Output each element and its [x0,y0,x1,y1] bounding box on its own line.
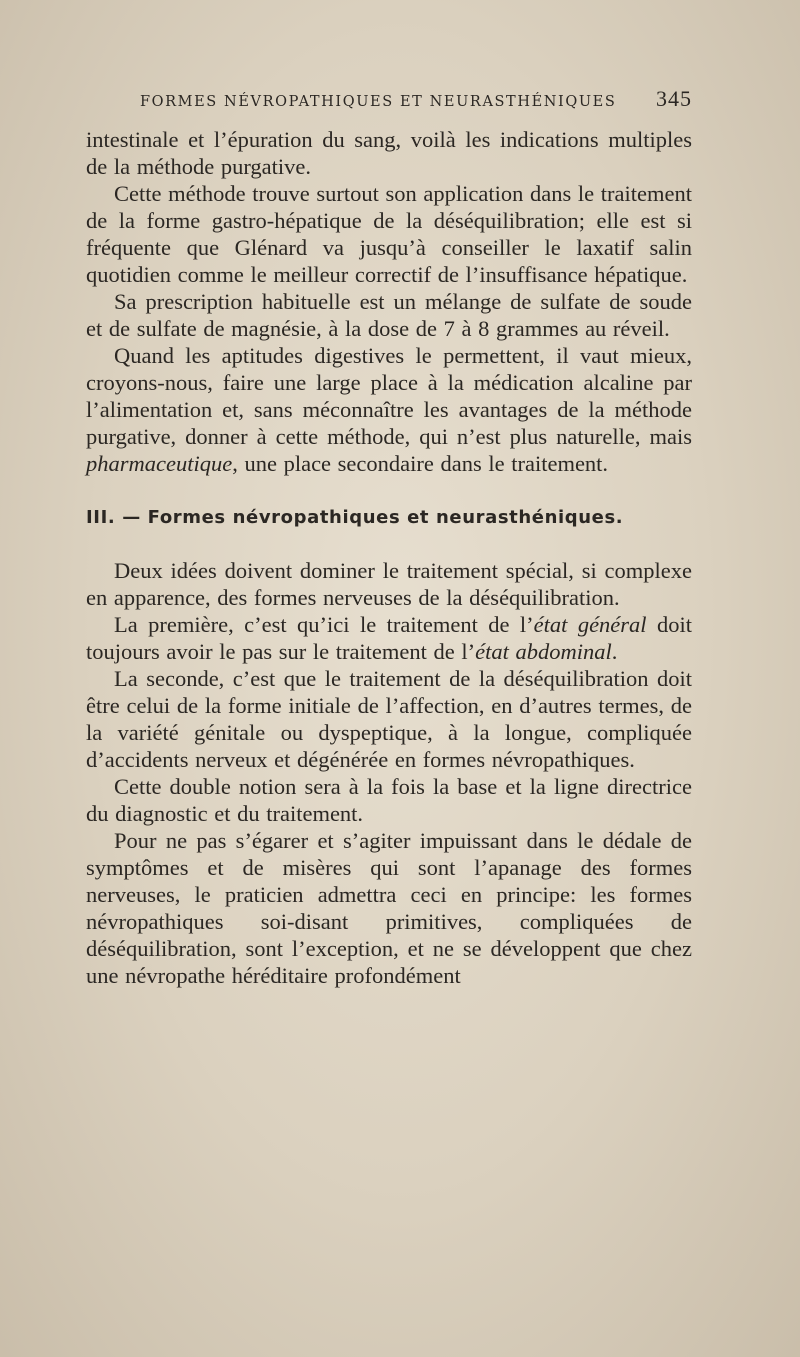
paragraph-6 [86,611,692,665]
paragraph-9: Pour ne pas s’égarer et s’agiter impuissant dans le dédale de symptômes et de misères qui sont l’apanage des formes nerveuses, le praticien admettra ceci en principe: les formes névropathiques soi-disant primitives, compliquées de déséquilibration, sont l’exception, et ne se développent que chez une névropathe héréditaire profondément [86,828,692,988]
section-heading: III. — Formes névropathiques et neurasthéniques. [86,507,624,528]
paragraph-5: Deux idées doivent dominer le traitement spécial, si complexe en apparence, des formes nerveuses de la déséquilibration. [86,558,692,610]
paragraph-4-text-a: Quand les aptitudes digestives le permettent, il vaut mieux, croyons-nous, faire une large place à la médication alcaline par l’alimentation et, sans méconnaître les avantages de la méthode purgative, donner à cette méthode, qui n’est plus naturelle, mais [86,343,692,449]
paragraph-2: Cette méthode trouve surtout son application dans le traitement de la forme gastro-hépatique de la déséquilibration; elle est si fréquente que Glénard va jusqu’à conseiller le laxatif salin quotidien comme le meilleur correctif de l’insuffisance hépatique. [86,181,692,287]
paragraph-3: Sa prescription habituelle est un mélange de sulfate de soude et de sulfate de magnésie, à la dose de 7 à 8 grammes au réveil. [86,289,692,341]
paragraph-6-italic-2: état abdominal [475,639,612,664]
paragraph-1: intestinale et l’épuration du sang, voilà les indications multiples de la méthode purgative. [86,127,692,179]
paragraph-6-text-c: . [611,639,618,664]
paragraph-7: La seconde, c’est que le traitement de la déséquilibration doit être celui de la forme initiale de l’affection, en d’autres termes, de la variété génitale ou dyspeptique, à la longue, compliquée d’accidents nerveux et dégénérée en formes névropathiques. [86,666,692,772]
paragraph-4 [86,342,692,477]
paragraph-6-text-a: La première, c’est qu’ici le traitement de l’ [114,612,534,637]
paragraph-6-italic-1: état général [533,612,647,637]
paragraph-6-text-b: doit toujours avoir le pas sur le traitement de l’ [86,612,692,664]
running-title: FORMES NÉVROPATHIQUES ET NEURASTHÉNIQUES [140,94,617,110]
paragraph-4-italic: pharmaceutique [86,451,233,476]
book-page [86,86,692,989]
paragraph-8: Cette double notion sera à la fois la base et la ligne directrice du diagnostic et du traitement. [86,774,692,826]
running-head [140,86,692,126]
paragraph-4-text-b: , une place secondaire dans le traitement. [232,451,609,476]
page-number: 345 [656,86,692,111]
